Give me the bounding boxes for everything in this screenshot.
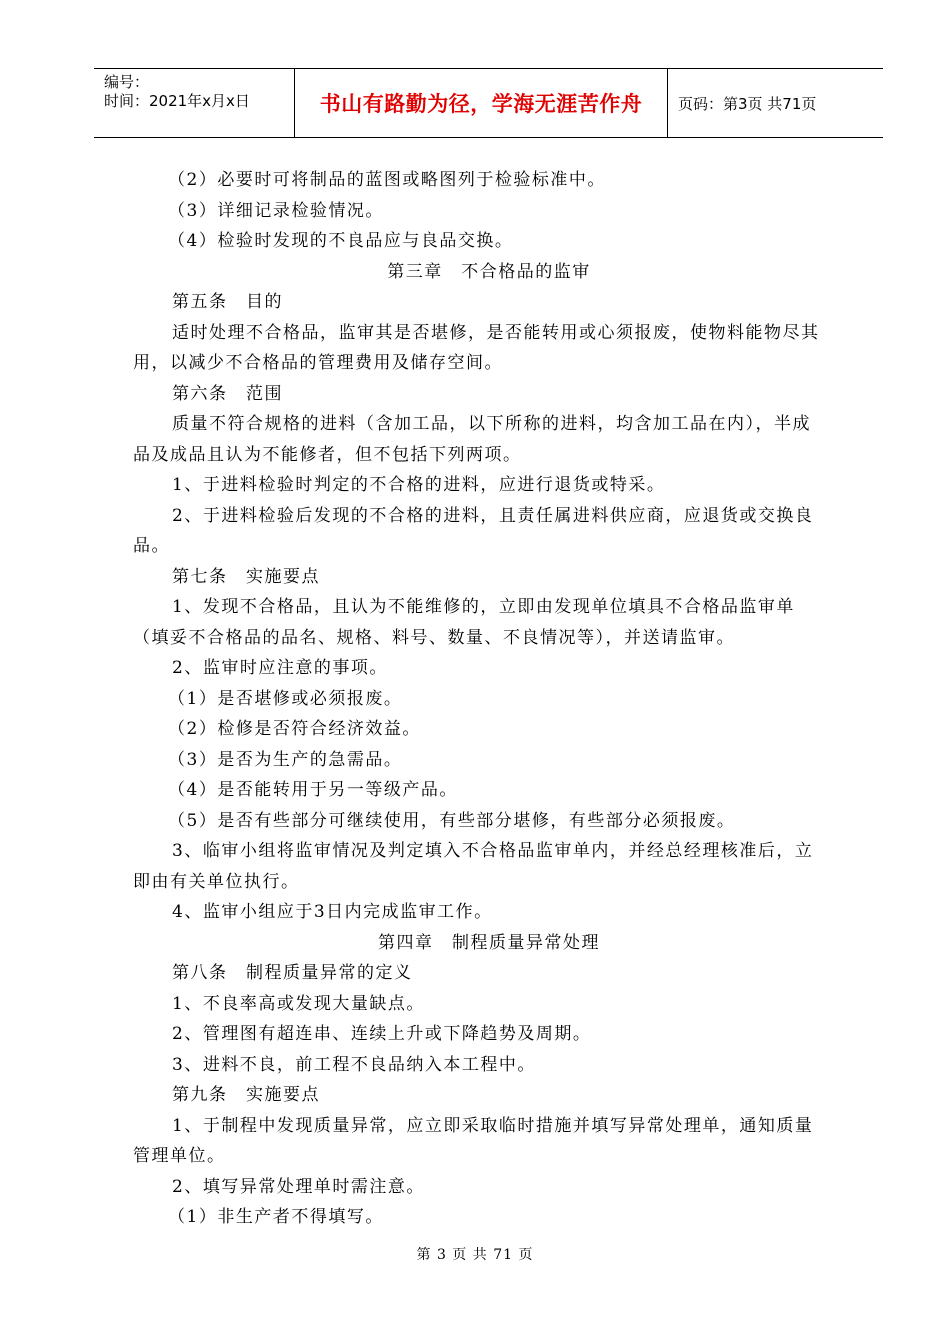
article-heading: 第八条 制程质量异常的定义 bbox=[172, 963, 413, 983]
chapter-heading: 第四章 制程质量异常处理 bbox=[378, 932, 600, 953]
text-line: 品。 bbox=[133, 536, 170, 556]
text-line: 3、临审小组将监审情况及判定填入不合格品监审单内，并经总经理核准后，立 bbox=[172, 841, 814, 861]
text-line: 品及成品且认为不能修者，但不包括下列两项。 bbox=[133, 444, 522, 465]
text-line: （1）非生产者不得填写。 bbox=[168, 1207, 384, 1227]
page-footer: 第 3 页 共 71 页 bbox=[416, 1247, 534, 1263]
article-heading: 第五条 目的 bbox=[172, 292, 283, 312]
text-line: （4）检验时发现的不良品应与良品交换。 bbox=[168, 231, 514, 251]
text-line: 1、不良率高或发现大量缺点。 bbox=[172, 993, 425, 1014]
text-line: 2、填写异常处理单时需注意。 bbox=[172, 1176, 425, 1197]
text-line: （2）检修是否符合经济效益。 bbox=[168, 719, 421, 739]
text-line: 即由有关单位执行。 bbox=[133, 871, 300, 892]
article-heading: 第九条 实施要点 bbox=[172, 1085, 320, 1105]
header-page-info: 页码：第3页 共71页 bbox=[678, 94, 817, 113]
text-line: 3、进料不良，前工程不良品纳入本工程中。 bbox=[172, 1054, 536, 1075]
text-line: 管理单位。 bbox=[133, 1146, 226, 1166]
text-line: （3）详细记录检验情况。 bbox=[168, 200, 384, 221]
code-label: 编号： bbox=[104, 73, 150, 91]
text-line: 2、于进料检验后发现的不合格的进料，且责任属进料供应商，应退货或交换良 bbox=[172, 505, 814, 526]
text-line: 适时处理不合格品，监审其是否堪修，是否能转用或心须报废，使物料能物尽其 bbox=[172, 322, 820, 343]
text-line: （填妥不合格品的品名、规格、料号、数量、不良情况等），并送请监审。 bbox=[133, 627, 735, 648]
text-line: （1）是否堪修或必须报废。 bbox=[168, 688, 403, 709]
text-line: 1、于制程中发现质量异常，应立即采取临时措施并填写异常处理单，通知质量 bbox=[172, 1115, 814, 1136]
text-line: （5）是否有些部分可继续使用，有些部分堪修，有些部分必须报废。 bbox=[168, 810, 736, 831]
text-line: （4）是否能转用于另一等级产品。 bbox=[168, 780, 458, 800]
text-line: （3）是否为生产的急需品。 bbox=[168, 749, 403, 770]
header-meta bbox=[94, 69, 295, 137]
chapter-heading: 第三章 不合格品的监审 bbox=[387, 261, 591, 282]
header-motto: 书山有路勤为径，学海无涯苦作舟 bbox=[295, 69, 668, 137]
page-header bbox=[94, 68, 883, 138]
text-line: 2、监审时应注意的事项。 bbox=[172, 658, 388, 678]
article-heading: 第六条 范围 bbox=[172, 383, 283, 404]
document-body bbox=[133, 165, 845, 1233]
text-line: 4、监审小组应于3日内完成监审工作。 bbox=[172, 902, 493, 922]
text-line: 2、管理图有超连串、连续上升或下降趋势及周期。 bbox=[172, 1024, 592, 1044]
text-line: 1、发现不合格品，且认为不能维修的，立即由发现单位填具不合格品监审单 bbox=[172, 597, 795, 617]
text-line: 质量不符合规格的进料（含加工品，以下所称的进料，均含加工品在内），半成 bbox=[172, 414, 811, 434]
text-line: （2）必要时可将制品的蓝图或略图列于检验标准中。 bbox=[168, 170, 606, 190]
date-line: 时间：2021年x月x日 bbox=[104, 92, 250, 110]
article-heading: 第七条 实施要点 bbox=[172, 566, 320, 587]
text-line: 用，以减少不合格品的管理费用及储存空间。 bbox=[133, 353, 503, 373]
text-line: 1、于进料检验时判定的不合格的进料，应进行退货或特采。 bbox=[172, 475, 666, 495]
